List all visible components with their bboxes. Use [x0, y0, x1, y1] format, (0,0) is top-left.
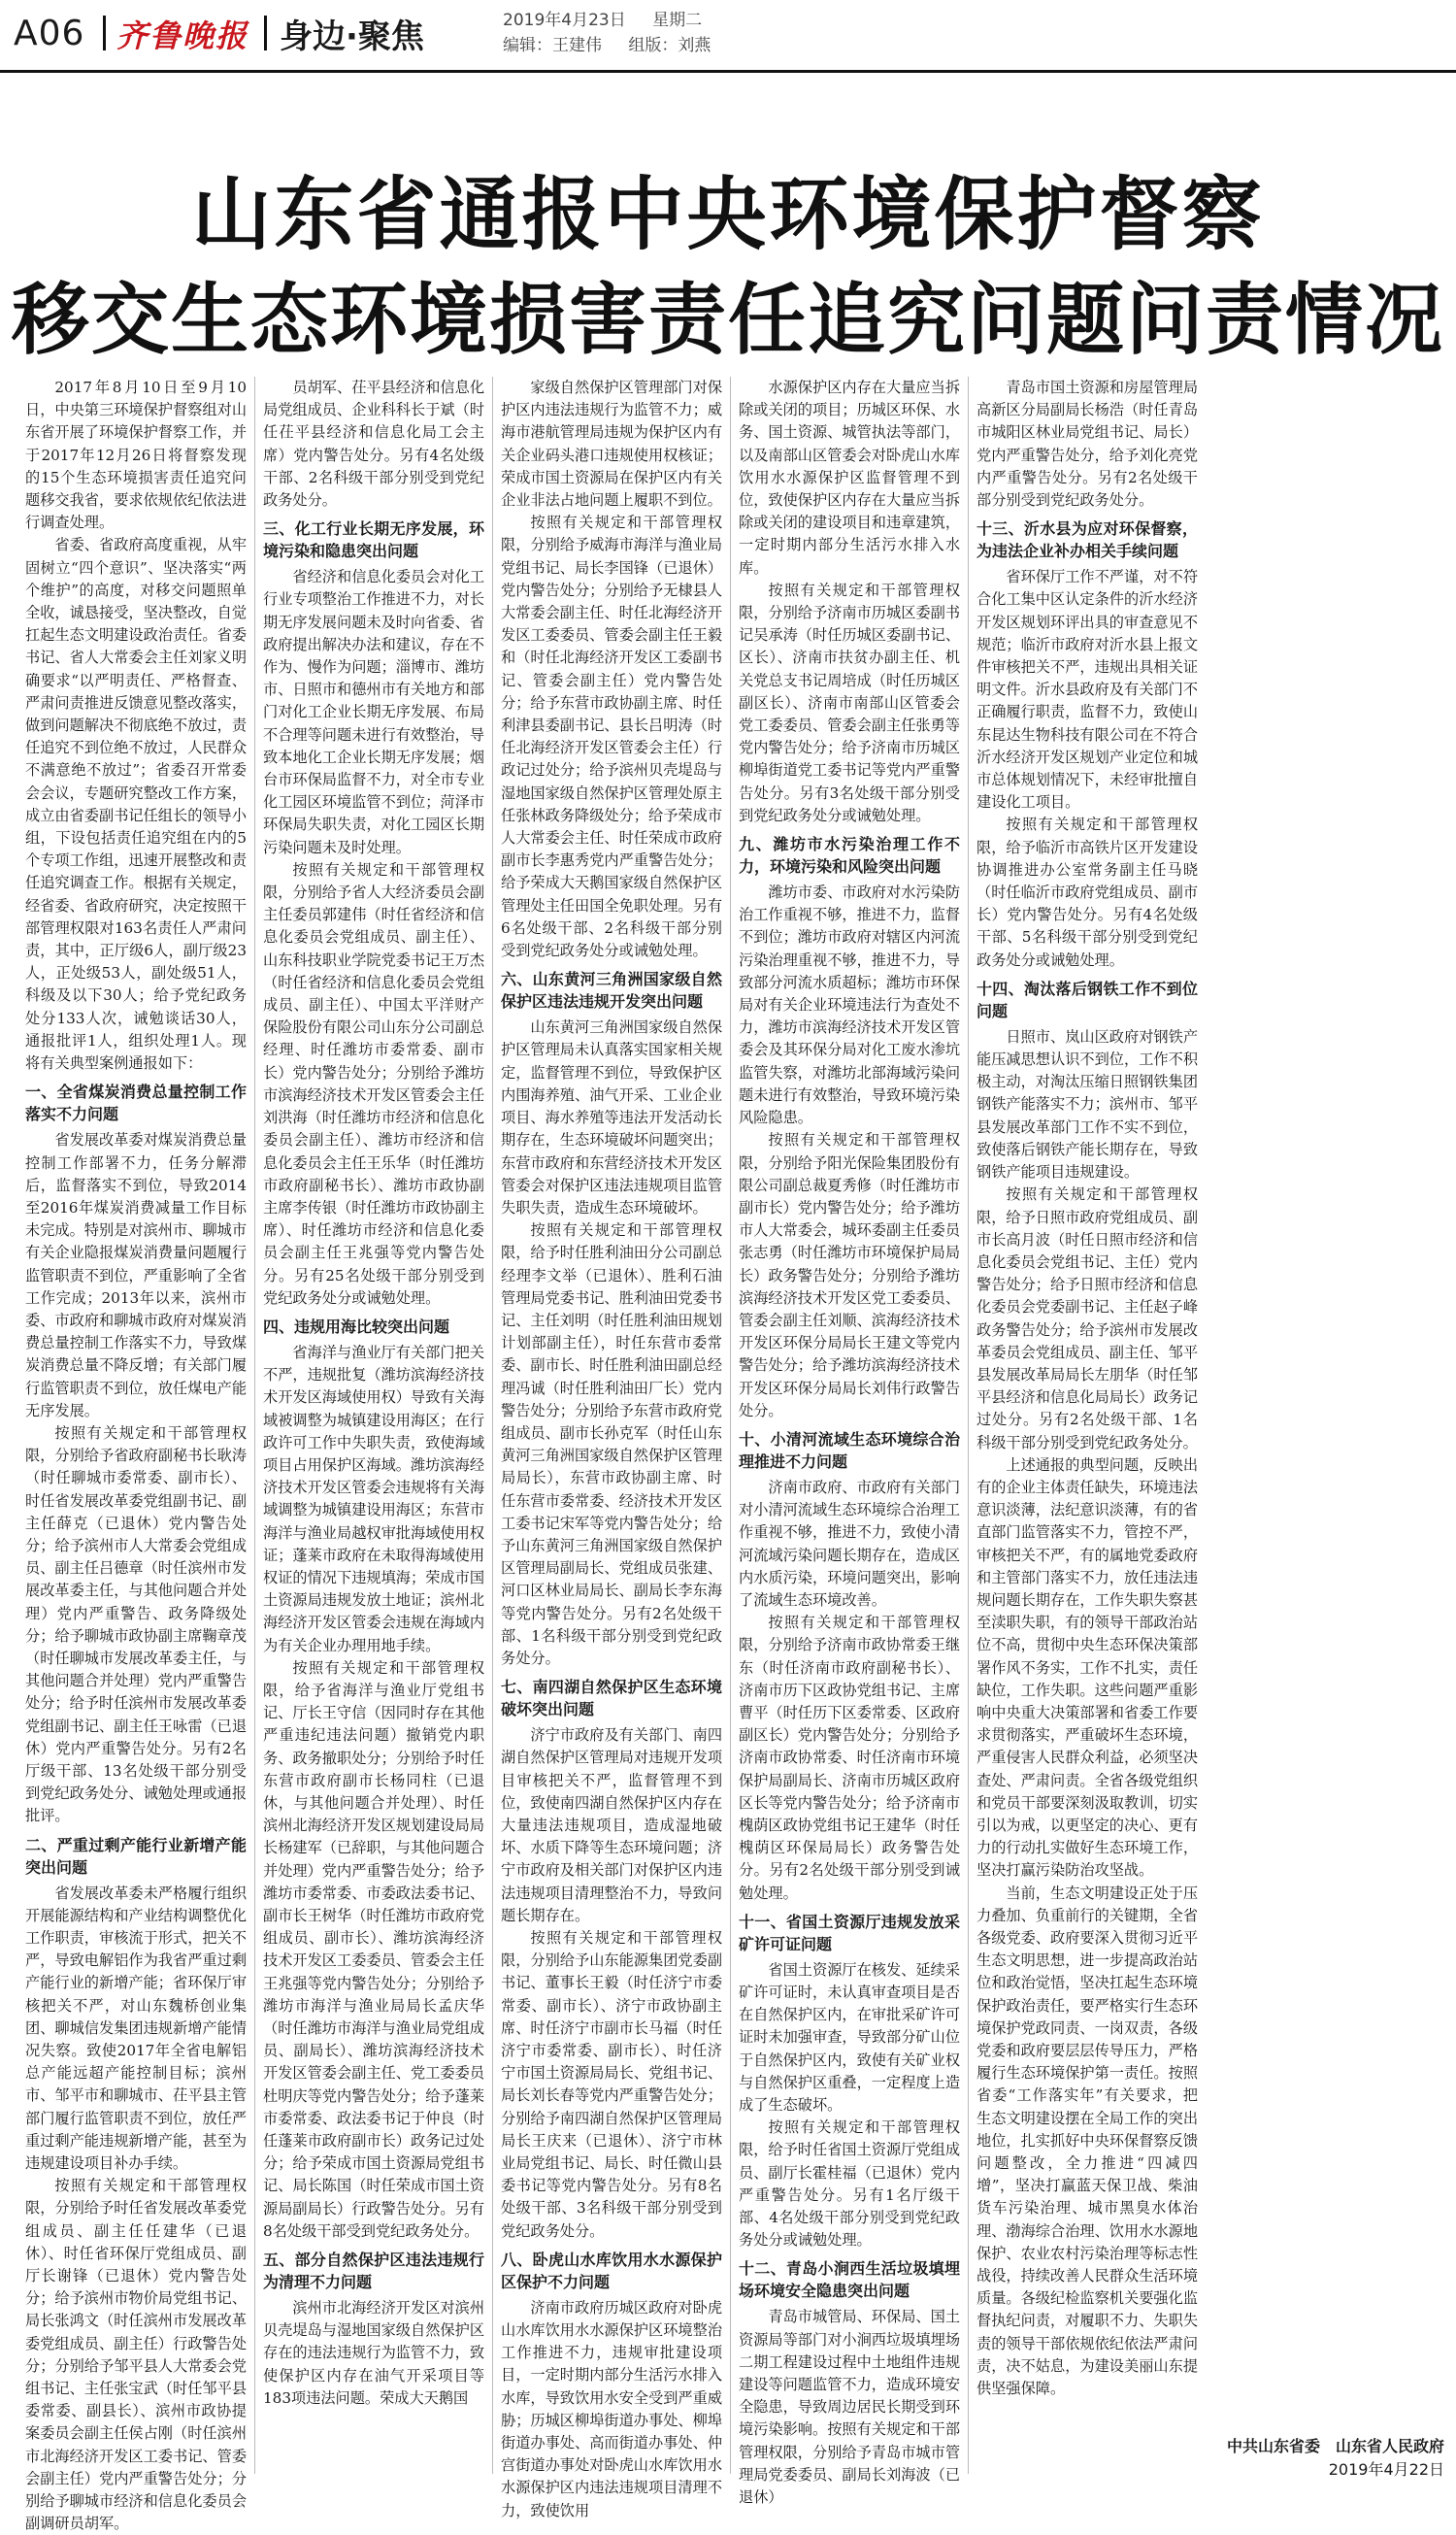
section-title: 身边·聚焦 [280, 17, 424, 56]
paragraph: 滨州市北海经济开发区对滨州贝壳堤岛与湿地国家级自然保护区存在的违法违规行为监管不力，致使保护区内存在油气开采项目等183项违法问题。荣成大天鹅国 [263, 2299, 484, 2407]
section-heading: 六、山东黄河三角洲国家级自然保护区违法违规开发突出问题 [501, 970, 722, 1012]
header-divider [103, 16, 106, 50]
article-column [25, 377, 247, 2533]
paragraph: 按照有关规定和干部管理权限，分别给予省人大经济委员会副主任委员郭建伟（时任省经济和信息化委员会党组成员、副主任）、山东科技职业学院党委书记王万杰（时任省经济和信息化委员会党组成员、副主任）、中国太平洋财产保险股份有限公司山东分公司副总经理、时任潍坊市委常委、副市长）党内警告处分；分别给予潍坊市滨海经济技术开发区管委会主任刘洪海（时任潍坊市经济和信息化委员会副主任）、潍坊市经济和信息化委员会主任王乐华（时任潍坊市政府副秘书长）、潍坊市政协副主席李传银（时任潍坊市政协副主席）、时任潍坊市经济和信息化委员会副主任王兆强等党内警告处分。另有25名处级干部分别受到党纪政务处分或诫勉处理。 [263, 860, 484, 1307]
layout-credit: 组版：刘燕 [628, 36, 711, 55]
paragraph: 2017年8月10日至9月10日，中央第三环境保护督察组对山东省开展了环境保护督察工作，并于2017年12月26日将督察发现的15个生态环境损害责任追究问题移交我省，要求依规依纪依法进行调查处理。 [25, 379, 247, 532]
paragraph: 上述通报的典型问题，反映出有的企业主体责任缺失，环境违法意识淡薄，法纪意识淡薄，有的省直部门监管落实不力，管控不严，审核把关不严，有的属地党委政府和主管部门落实不力，放任违法违规问题长期存在，工作失职失察甚至渎职失职，有的领导干部政治站位不高，贯彻中央生态环保决策部署作风不务实，工作不扎实，责任缺位，工作失职。这些问题严重影响中央重大决策部署和省委工作要求贯彻落实，严重破坏生态环境，严重侵害人民群众利益，必须坚决查处、严肃问责。全省各级党组织和党员干部要深刻汲取教训，切实引以为戒，以更坚定的决心、更有力的行动扎实做好生态环境工作，坚决打赢污染防治攻坚战。 [976, 1455, 1198, 1880]
paragraph: 员胡军、茌平县经济和信息化局党组成员、企业科科长于斌（时任茌平县经济和信息化局工会主席）党内警告处分。另有4名处级干部、2名科级干部分别受到党纪政务处分。 [263, 379, 484, 510]
paragraph: 山东黄河三角洲国家级自然保护区管理局未认真落实国家相关规定，监督管理不到位，导致保护区内围海养殖、油气开采、工业企业项目、海水养殖等违法开发活动长期存在，生态环境破坏问题突出；东营市政府和东营经济技术开发区管委会对保护区违法违规项目监管失职失责，造成生态环境破坏。 [501, 1018, 722, 1217]
issue-weekday: 星期二 [652, 11, 703, 30]
paragraph: 济宁市政府及有关部门、南四湖自然保护区管理局对违规开发项目审核把关不严，监督管理不到位，致使南四湖自然保护区内存在大量违法违规项目，造成湿地破坏、水质下降等生态环境问题；济宁市政府及相关部门对保护区内违法违规项目清理整治不力，导致问题长期存在。 [501, 1726, 722, 1924]
page-number: A06 [14, 14, 85, 53]
section-heading: 十一、省国土资源厅违规发放采矿许可证问题 [739, 1912, 960, 1953]
newspaper-logo: 齐鲁晚报 [116, 17, 249, 54]
paragraph: 按照有关规定和干部管理权限，分别给予山东能源集团党委副书记、董事长王毅（时任济宁市委常委、副市长）、济宁市政协副主席、时任济宁市副市长马福（时任济宁市委常委、副市长）、时任济宁市国土资源局局长、党组书记、局长刘长春等党内严重警告处分；分别给予南四湖自然保护区管理局局长王庆来（已退休）、济宁市林业局党组书记、局长、时任微山县委书记等党内警告处分。另有8名处级干部、3名科级干部分别受到党纪政务处分。 [501, 1929, 722, 2240]
paragraph: 潍坊市委、市政府对水污染防治工作重视不够，推进不力，监督不到位；潍坊市政府对辖区内河流污染治理重视不够，推进不力，导致部分河流水质超标；潍坊市环保局对有关企业环境违法行为查处不力，潍坊市滨海经济技术开发区管委会及其环保分局对化工废水渗坑监管失察，对潍坊北部海域污染问题未进行有效整治，导致环境污染风险隐患。 [739, 884, 960, 1127]
paragraph: 青岛市城管局、环保局、国土资源局等部门对小涧西垃圾填埋场二期工程建设过程中土地组件违规建设等问题监管不力，造成环境安全隐患，导致周边居民长期受到环境污染影响。按照有关规定和干部管理权限，分别给予青岛市城市管理局党委委员、副局长刘海波（已退休） [739, 2308, 960, 2507]
paragraph: 省环保厅工作不严谨，对不符合化工集中区认定条件的沂水经济开发区规划环评出具的审查意见不规范；临沂市政府对沂水县上报文件审核把关不严，违规出具相关证明文件。沂水县政府及有关部门不正确履行职责，监督不力，致使山东昆达生物科技有限公司在不符合沂水经济开发区规划产业定位和城市总体规划情况下，未经审批擅自建设化工项目。 [976, 568, 1198, 812]
paragraph: 省海洋与渔业厅有关部门把关不严，违规批复（潍坊滨海经济技术开发区海域使用权）导致有关海域被调整为城镇建设用海区；在行政许可工作中失职失责，致使海域项目占用保护区海域。潍坊滨海经济技术开发区管委会违规将有关海域调整为城镇建设用海区；东营市海洋与渔业局越权审批海域使用权证；蓬莱市政府在未取得海域使用权证的情况下违规填海；荣成市国土资源局违规发放土地证；滨州北海经济开发区管委会违规在海域内为有关企业办理用地手续。 [263, 1343, 484, 1654]
section-heading: 三、化工行业长期无序发展，环境污染和隐患突出问题 [263, 519, 484, 561]
paragraph: 按照有关规定和干部管理权限，给予临沂市高铁片区开发建设协调推进办公室常务副主任马晓（时任临沂市政府党组成员、副市长）党内警告处分。另有4名处级干部、5名科级干部分别受到党纪政务处分或诫勉处理。 [976, 816, 1198, 969]
headline-line-2: 移交生态环境损害责任追究问题问责情况 [12, 275, 1444, 365]
paragraph: 济南市政府、市政府有关部门对小清河流域生态环境综合治理工作重视不够，推进不力，致使小清河流域污染问题长期存在，造成区内水质污染，环境问题突出，影响了流域生态环境改善。 [739, 1478, 960, 1609]
section-heading: 十二、青岛小涧西生活垃圾填埋场环境安全隐患突出问题 [739, 2259, 960, 2301]
section-heading: 四、违规用海比较突出问题 [263, 1317, 450, 1336]
page-header [0, 0, 1456, 70]
paragraph: 按照有关规定和干部管理权限，给予日照市政府党组成员、副市长高月波（时任日照市经济和信息化委员会党组书记、主任）党内警告处分；给予日照市经济和信息化委员会党委副书记、主任赵子峰政务警告处分；给予滨州市发展改革委员会党组成员、副主任、邹平县发展改革局局长左朋华（时任邹平县经济和信息化局局长）政务记过处分。另有2名处级干部、1名科级干部分别受到党纪政务处分。 [976, 1185, 1198, 1451]
section-heading: 十四、淘汰落后钢铁工作不到位问题 [976, 979, 1198, 1020]
section-heading: 一、全省煤炭消费总量控制工作落实不力问题 [25, 1083, 247, 1124]
headline [0, 163, 1456, 373]
paragraph: 水源保护区内存在大量应当拆除或关闭的项目；历城区环保、水务、国土资源、城管执法等部门，以及南部山区管委会对卧虎山水库饮用水水源保护区监督管理不到位，致使保护区内存在大量应当拆除或关闭的建设项目和违章建筑，一定时期内部分生活污水排入水库。 [739, 379, 960, 577]
article-column [263, 377, 484, 2474]
paragraph: 按照有关规定和干部管理权限，分别给予济南市历城区委副书记吴承涛（时任历城区委副书记、区长）、济南市扶贫办副主任、机关党总支书记周培成（时任历城区副区长）、济南市南部山区管委会党工委委员、管委会副主任张勇等党内警告处分；给予济南市历城区柳埠街道党工委书记等党内严重警告处分。另有3名处级干部分别受到党纪政务处分或诫勉处理。 [739, 581, 960, 824]
editor-credit: 编辑：王建伟 [503, 36, 602, 55]
paragraph: 按照有关规定和干部管理权限，分别给予阳光保险集团股份有限公司副总裁夏秀修（时任潍坊市副市长）党内警告处分；给予潍坊市人大常委会，城环委副主任委员张志勇（时任潍坊市环境保护局局长）政务警告处分；分别给予潍坊滨海经济技术开发区党工委委员、管委会副主任刘顺、滨海经济技术开发区环保分局局长王建文等党内警告处分；给予潍坊滨海经济技术开发区环保分局局长刘伟行政警告处分。 [739, 1131, 960, 1419]
header-divider [264, 16, 267, 50]
paragraph: 按照有关规定和干部管理权限，分别给予威海市海洋与渔业局党组书记、局长李国锋（已退休）党内警告处分；分别给予无棣县人大常委会副主任、时任北海经济开发区工委委员、管委会副主任王毅和（时任北海经济开发区工委副书记、管委会副主任）党内警告处分；给予东营市政协副主席、时任利津县委副书记、县长吕明涛（时任北海经济开发区管委会主任）行政记过处分；给予滨州贝壳堤岛与湿地国家级自然保护区管理处原主任张林政务降级处分；给予荣成市人大常委会主任、时任荣成市政府副市长李惠秀党内严重警告处分；给予荣成大天鹅国家级自然保护区管理处主任田国全免职处理。另有6名处级干部、2名科级干部分别受到党纪政务处分或诫勉处理。 [501, 514, 722, 960]
signoff-org: 中共山东省委 山东省人民政府 [1226, 2437, 1444, 2455]
section-heading: 八、卧虎山水库饮用水水源保护区保护不力问题 [501, 2250, 722, 2291]
paragraph: 青岛市国土资源和房屋管理局高新区分局副局长杨浩（时任青岛市城阳区林业局党组书记、局长）党内严重警告处分，给予刘化亮党内严重警告处分。另有2名处级干部分别受到党纪政务处分。 [976, 379, 1198, 510]
paragraph: 按照有关规定和干部管理权限，给予省海洋与渔业厅党组书记、厅长王守信（因同时存在其他严重违纪违法问题）撤销党内职务、政务撤职处分；分别给予时任东营市政府副市长杨同柱（已退休，与其他问题合并处理）、时任滨州北海经济开发区规划建设局局长杨建军（已辞职，与其他问题合并处理）党内严重警告处分；给予潍坊市委常委、市委政法委书记、副市长王树华（时任潍坊市政府党组成员、副市长）、潍坊滨海经济技术开发区工委委员、管委会主任王兆强等党内警告处分；分别给予潍坊市海洋与渔业局局长孟庆华（时任潍坊市海洋与渔业局党组成员、副局长）、潍坊滨海经济技术开发区管委会副主任、党工委委员杜明庆等党内警告处分；给予蓬莱市委常委、政法委书记于仲良（时任蓬莱市政府副市长）政务记过处分；给予荣成市国土资源局党组书记、局长陈国（时任荣成市国土资源局副局长）行政警告处分。另有8名处级干部受到党纪政务处分。 [263, 1658, 484, 2240]
issue-meta [503, 8, 732, 58]
section-heading: 二、严重过剩产能行业新增产能突出问题 [25, 1835, 247, 1877]
section-heading: 五、部分自然保护区违法违规行为清理不力问题 [263, 2251, 484, 2292]
column-rule [492, 377, 493, 2474]
paragraph: 省经济和信息化委员会对化工行业专项整治工作推进不力，对长期无序发展问题未及时向省委、省政府提出解决办法和建议，存在不作为、慢作为问题；淄博市、潍坊市、日照市和德州市有关地方和部门对化工企业长期无序发展、布局不合理等问题未进行有效整治，导致本地化工企业长期无序发展；烟台市环保局监督不力，对全市专业化工园区环境监管不到位；菏泽市环保局失职失责，对化工园区长期污染问题未及时处理。 [263, 568, 484, 856]
paragraph: 按照有关规定和干部管理权限，给予时任胜利油田分公司副总经理李文举（已退休）、胜利石油管理局党委书记、胜利油田党委书记、主任刘明（时任胜利油田规划计划部副主任），时任东营市委常委、副市长、时任胜利油田副总经理冯诚（时任胜利油田厂长）党内警告处分；分别给予东营市政府党组成员、副市长孙克军（时任山东黄河三角洲国家级自然保护区管理局局长），东营市政协副主席、时任东营市委常委、经济技术开发区工委书记宋军等党内警告处分；给予山东黄河三角洲国家级自然保护区管理局副局长、党组成员张建、河口区林业局局长、副局长李东海等党内警告处分。另有2名处级干部、1名科级干部分别受到党纪政务处分。 [501, 1221, 722, 1667]
paragraph: 家级自然保护区管理部门对保护区内违法违规行为监管不力；威海市港航管理局违规为保护区内有关企业码头港口违规使用权核证；荣成市国土资源局在保护区内有关企业非法占地问题上履职不到位。 [501, 379, 722, 510]
article-column [976, 377, 1198, 2474]
paragraph: 日照市、岚山区政府对钢铁产能压减思想认识不到位，工作不积极主动，对淘汰压缩日照钢铁集团钢铁产能落实不力；滨州市、邹平县发展改革部门工作不实不到位，致使落后钢铁产能长期存在，导致钢铁产能项目违规建设。 [976, 1027, 1198, 1182]
issue-date: 2019年4月23日 [503, 11, 626, 30]
header-rule [0, 70, 1456, 73]
article-column [739, 377, 960, 2507]
paragraph: 按照有关规定和干部管理权限，分别给予济南市政协常委王继东（时任济南市政府副秘书长）、济南市历下区政协党组书记、主席曹平（时任历下区委常委、区政府副区长）党内警告处分；分别给予济南市政协常委、时任济南市环境保护局副局长、济南市历城区政府区长等党内警告处分；给予济南市槐荫区政协党组书记王建华（时任槐荫区环保局局长）政务警告处分。另有2名处级干部分别受到诫勉处理。 [739, 1614, 960, 1902]
section-heading: 十三、沂水县为应对环保督察，为违法企业补办相关手续问题 [976, 519, 1198, 561]
signoff-date: 2019年4月22日 [1328, 2460, 1444, 2479]
paragraph: 省发展改革委对煤炭消费总量控制工作部署不力，任务分解滞后，监督落实不到位，导致2014至2016年煤炭消费减量工作目标未完成。特别是对滨州市、聊城市有关企业隐报煤炭消费量问题履行监管职责不到位，严重影响了全省工作完成；2013年以来，滨州市委、市政府和聊城市政府对煤炭消费总量控制工作落实不力，导致煤炭消费总量不降反增；有关部门履行监管职责不到位，放任煤电产能无序发展。 [25, 1131, 247, 1419]
paragraph: 当前，生态文明建设正处于压力叠加、负重前行的关键期，全省各级党委、政府要深入贯彻习近平生态文明思想，进一步提高政治站位和政治觉悟，坚决扛起生态环境保护政治责任，要严格实行生态环境保护党政同责、一岗双责，各级党委和政府要层层传导压力，严格履行生态环境保护第一责任。按照省委“工作落实年”有关要求，把生态文明建设摆在全局工作的突出地位，扎实抓好中央环保督察反馈问题整改，全力推进“四减四增”，坚决打赢蓝天保卫战、柴油货车污染治理、城市黑臭水体治理、渤海综合治理、饮用水水源地保护、农业农村污染治理等标志性战役，持续改善人民群众生活环境质量。各级纪检监察机关要强化监督执纪问责，对履职不力、失职失责的领导干部依规依纪依法严肃问责，决不姑息，为建设美丽山东提供坚强保障。 [976, 1884, 1198, 2398]
paragraph: 济南市政府历城区政府对卧虎山水库饮用水水源保护区环境整治工作推进不力，违规审批建设项目，一定时期内部分生活污水排入水库，导致饮用水安全受到严重威胁；历城区柳埠街道办事处、柳埠街道办事处、高而街道办事处、仲宫街道办事处对卧虎山水库饮用水水源保护区内违法违规项目清理不力，致使饮用 [501, 2298, 722, 2519]
article-body [25, 377, 1439, 2533]
paragraph: 按照有关规定和干部管理权限，分别给予省政府副秘书长耿涛（时任聊城市委常委、副市长）、时任省发展改革委党组副书记、副主任薛克（已退休）党内警告处分；给予滨州市人大常委会党组成员、副主任吕德章（时任滨州市发展改革委主任，与其他问题合并处理）党内严重警告、政务降级处分；给予聊城市政协副主席鞠章茂（时任聊城市发展改革委主任，与其他问题合并处理）党内严重警告处分；给予时任滨州市发展改革委党组副书记、副主任王咏雷（已退休）党内严重警告处分。另有2名厅级干部、13名处级干部分别受到党纪政务处分、诫勉处理或通报批评。 [25, 1423, 247, 1825]
column-rule [968, 377, 969, 2474]
column-rule [730, 377, 731, 2474]
section-heading: 九、潍坊市水污染治理工作不力，环境污染和风险突出问题 [739, 835, 960, 877]
section-heading: 十、小清河流域生态环境综合治理推进不力问题 [739, 1429, 960, 1471]
paragraph: 省委、省政府高度重视，从牢固树立“四个意识”、坚决落实“两个维护”的高度，对移交问题照单全收，诚恳接受，坚决整改，自觉扛起生态文明建设政治责任。省委书记、省人大常委会主任刘家义明确要求“以严明责任、严格督查、严肃问责推进反馈意见整改落实，做到问题解决不彻底绝不放过，责任追究不到位绝不放过，人民群众不满意绝不放过”；省委召开常委会会议，专题研究整改工作方案，成立由省委副书记任组长的领导小组，下设包括责任追究组在内的5个专项工作组，迅速开展整改和责任追究调查工作。根据有关规定，经省委、省政府研究，决定按照干部管理权限对163名责任人严肃问责，其中，正厅级6人，副厅级23人，正处级53人，副处级51人，科级及以下30人；给予党纪政务处分133人次，诫勉谈话30人，通报批评1人，组织处理1人。现将有关典型案例通报如下： [25, 536, 247, 1073]
article-column [501, 377, 722, 2519]
paragraph: 按照有关规定和干部管理权限，分别给予时任省发展改革委党组成员、副主任任建华（已退休）、时任省环保厅党组成员、副厅长谢锋（已退休）党内警告处分；给予滨州市物价局党组书记、局长张鸿文（时任滨州市发展改革委党组成员、副主任）行政警告处分；分别给予邹平县人大常委会党组书记、主任张宝武（时任邹平县委常委、副县长）、滨州市政协提案委员会副主任侯占刚（时任滨州市北海经济开发区工委书记、管委会副主任）党内严重警告处分；分别给予聊城市经济和信息化委员会副调研员胡军。 [25, 2177, 247, 2533]
paragraph: 省国土资源厅在核发、延续采矿许可证时，未认真审查项目是否在自然保护区内，在审批采矿许可证时未加强审查，导致部分矿山位于自然保护区内，致使有关矿业权与自然保护区重叠，一定程度上造成了生态破坏。 [739, 1960, 960, 2115]
paragraph: 按照有关规定和干部管理权限，给予时任省国土资源厅党组成员、副厅长霍桂福（已退休）党内严重警告处分。另有1名厅级干部、4名处级干部分别受到党纪政务处分或诫勉处理。 [739, 2118, 960, 2250]
paragraph: 省发展改革委未严格履行组织开展能源结构和产业结构调整优化工作职责，审核流于形式，把关不严，导致电解铝作为我省严重过剩产能行业的新增产能；省环保厅审核把关不严，对山东魏桥创业集团、聊城信发集团违规新增产能情况失察。致使2017年全省电解铝总产能远超产能控制目标；滨州市、邹平市和聊城市、茌平县主管部门履行监管职责不到位，放任严重过剩产能违规新增产能，甚至为违规建设项目补办手续。 [25, 1884, 247, 2173]
section-heading: 七、南四湖自然保护区生态环境破坏突出问题 [501, 1678, 722, 1719]
signoff [1192, 2435, 1444, 2482]
column-rule [254, 377, 255, 2474]
headline-line-1: 山东省通报中央环境保护督察 [191, 169, 1265, 261]
